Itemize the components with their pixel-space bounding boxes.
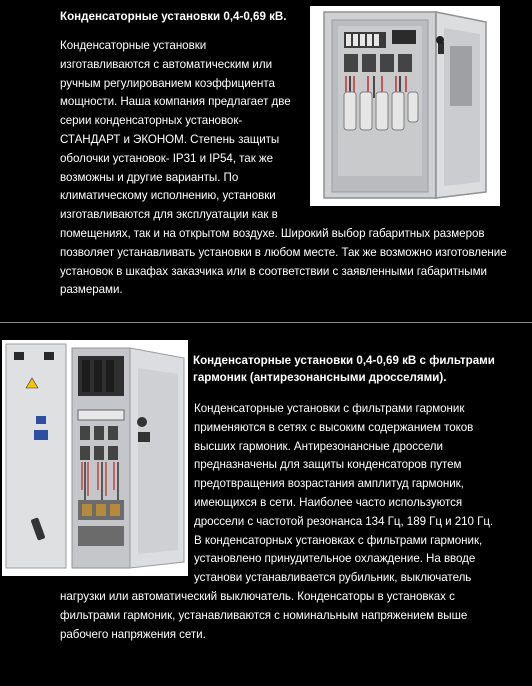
photo-spacer: [60, 400, 194, 586]
photo-spacer: [300, 37, 510, 217]
section-divider: [0, 322, 532, 323]
section-harmonic-filter-units: [0, 324, 532, 686]
section-body-container: [60, 400, 500, 644]
section-title: Конденсаторные установки 0,4-0,69 кВ.: [60, 10, 287, 23]
section-body-container: [60, 37, 510, 300]
section-capacitor-units: [0, 0, 532, 322]
section-body-text: Конденсаторные установки изготавливаются с автоматическим или ручным регулированием коэффициента мощности. Наша компания предлагает две серии конденсаторных установок- СТАНДАРТ и ЭКОНОМ. Степень защиты оболочки установок- IP31 и IP54, так же возможны и другие варианты. По климатическому исполнению, установки изготавливаются для эксплуатации как в помещениях, так и на открытом воздухе. Широкий выбор габаритных размеров позволяет устанавливать установки в любом месте. Так же возможно изготовление установок в шкафах заказчика или в соответствии с заявленными габаритными размерами.: [60, 39, 507, 297]
section-title: Конденсаторные установки 0,4-0,69 кВ с фильтрами гармоник (антирезонансными дросселями).: [193, 354, 495, 384]
section-body-text: Конденсаторные установки с фильтрами гармоник применяются в сетях с высоким содержанием токов высших гармоник. Антирезонансные дроссели предназначены для защиты конденсаторов путем предотвращения возрастания амплитуд гармоник, имеющихся в сети. Наиболее часто используются дроссели с частотой резонанса 134 Гц, 189 Гц и 210 Гц. В конденсаторных установках с фильтрами гармоник, установлено принудительное охлаждение. На вводе установи устанавливается рубильник, выключатель нагрузки или автоматический выключатель. Конденсаторы в установках с фильтрами гармоник, устанавливаются с номинальным напряжением выше рабочего напряжения сети.: [60, 402, 494, 641]
